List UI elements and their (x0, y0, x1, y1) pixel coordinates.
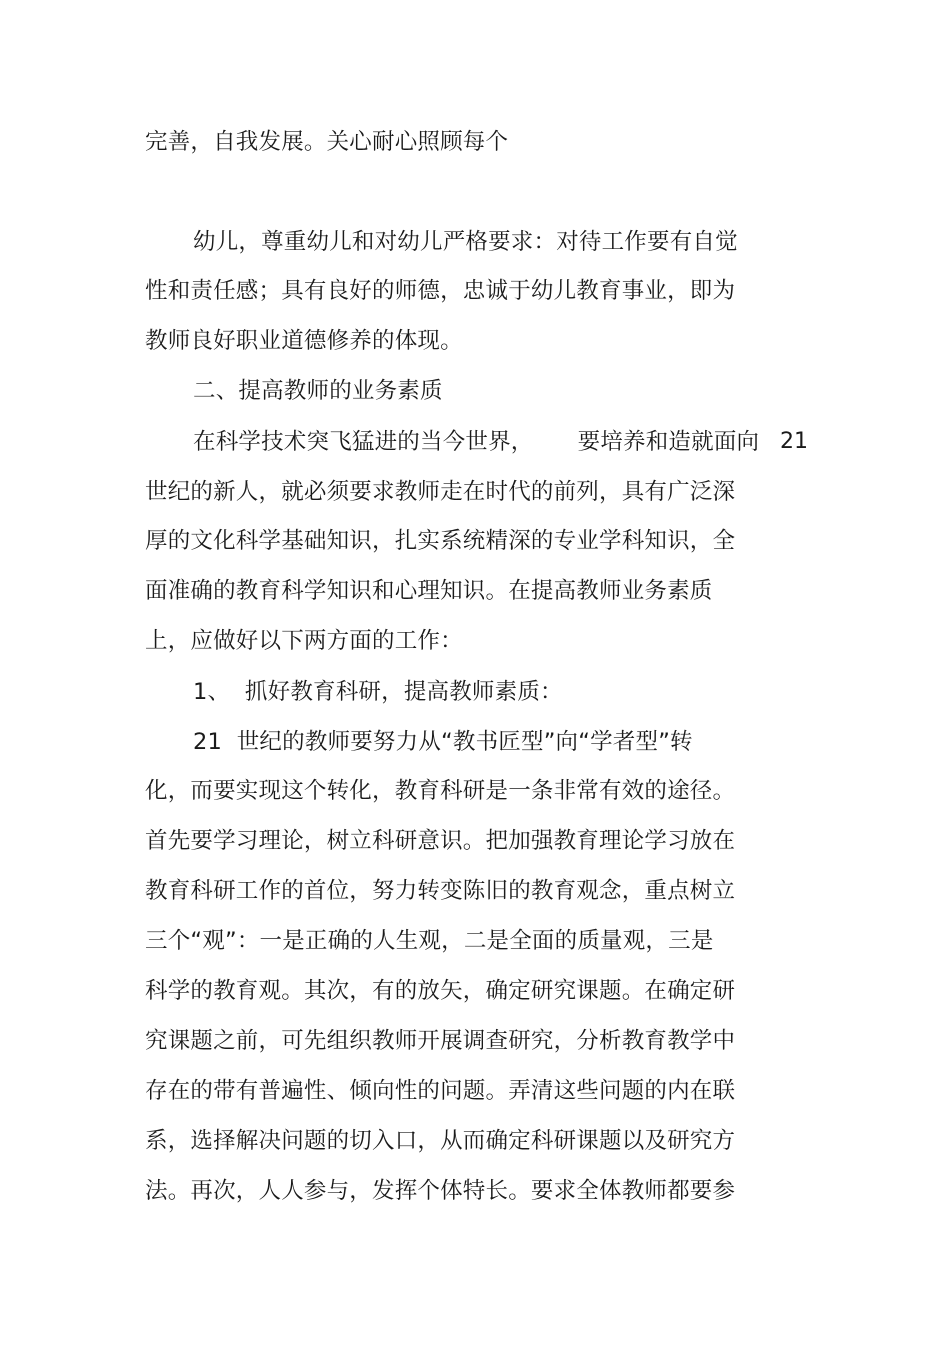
subsection-heading: 1、 抓好教育科研，提高教师素质： (193, 679, 563, 705)
text-line-17: 科学的教育观。其次，有的放矢，确定研究课题。在确定研 (145, 978, 736, 1004)
text-line-19: 存在的带有普遍性、倾向性的问题。弄清这些问题的内在联 (145, 1078, 736, 1104)
text-line-1: 完善，自我发展。关心耐心照顾每个 (145, 129, 509, 155)
text-line-15: 教育科研工作的首位，努力转变陈旧的教育观念，重点树立 (145, 878, 736, 904)
text-line-10: 上，应做好以下两方面的工作： (145, 628, 463, 654)
text-line-21: 法。再次，人人参与，发挥个体特长。要求全体教师都要参 (145, 1178, 736, 1204)
text-line-6: 在科学技术突飞猛进的当今世界， 要培养和造就面向 (193, 429, 760, 455)
text-line-16: 三个“观”：一是正确的人生观，二是全面的质量观，三是 (145, 928, 714, 954)
trailing-number: 21 (780, 429, 808, 454)
text-line-14: 首先要学习理论，树立科研意识。把加强教育理论学习放在 (145, 828, 736, 854)
section-heading: 二、提高教师的业务素质 (193, 378, 443, 404)
text-line-4: 教师良好职业道德修养的体现。 (145, 328, 463, 354)
text-line-20: 系，选择解决问题的切入口，从而确定科研课题以及研究方 (145, 1128, 736, 1154)
text-line-18: 究课题之前，可先组织教师开展调查研究，分析教育教学中 (145, 1028, 736, 1054)
text-line-8: 厚的文化科学基础知识，扎实系统精深的专业学科知识，全 (145, 528, 736, 554)
text-line-2: 幼儿，尊重幼儿和对幼儿严格要求：对待工作要有自觉 (193, 229, 738, 255)
text-line-13: 化，而要实现这个转化，教育科研是一条非常有效的途径。 (145, 778, 736, 804)
text-line-3: 性和责任感；具有良好的师德，忠诚于幼儿教育事业，即为 (145, 278, 736, 304)
text-line-12: 21 世纪的教师要努力从“教书匠型”向“学者型”转 (193, 729, 693, 755)
text-line-9: 面准确的教育科学知识和心理知识。在提高教师业务素质 (145, 578, 713, 604)
text-line-7: 世纪的新人，就必须要求教师走在时代的前列，具有广泛深 (145, 479, 736, 505)
